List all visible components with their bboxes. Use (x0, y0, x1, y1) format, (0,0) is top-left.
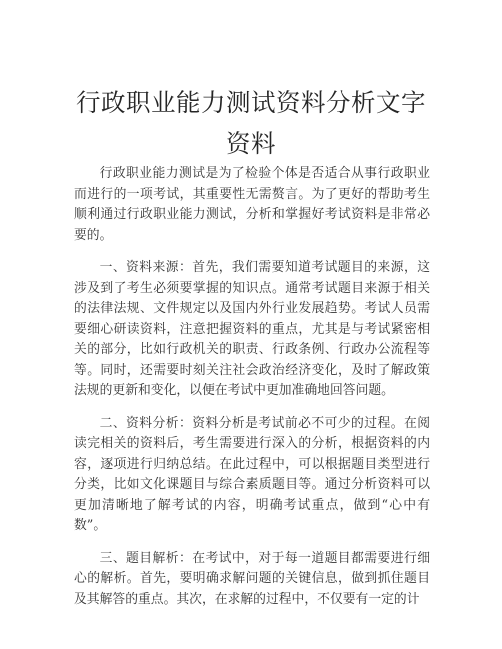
paragraph-analysis: 二、资料分析：资料分析是考试前必不可少的过程。在阅读完相关的资料后，考生需要进行深入的分析，根据资料的内容，逐项进行归纳总结。在此过程中，可以根据题目类型进行分类，比如文化课题目与综合素质题目等。通过分析资料可以更加清晰地了解考试的内容，明确考试重点，做到“心中有数”。 (74, 415, 430, 533)
document-body (74, 164, 430, 622)
paragraph-intro: 行政职业能力测试是为了检验个体是否适合从事行政职业而进行的一项考试，其重要性无需赘言。为了更好的帮助考生顺利通过行政职业能力测试，分析和掌握好考试资料是非常必要的。 (74, 166, 430, 243)
paragraph-question-analysis: 三、题目解析：在考试中，对于每一道题目都需要进行细心的解析。首先，要明确求解问题的关键信息，做到抓住题目及其解答的重点。其次，在求解的过程中，不仅要有一定的计 (74, 550, 430, 607)
document-title: 行政职业能力测试资料分析文字资料 (76, 88, 426, 158)
paragraph-source: 一、资料来源：首先，我们需要知道考试题目的来源，这涉及到了考生必须要掌握的知识点。通常考试题目来源于相关的法律法规、文件规定以及国内外行业发展趋势。考试人员需要细心研读资料，注意把握资料的重点，尤其是与考试紧密相关的部分，比如行政机关的职责、行政条例、行政办公流程等等。同时，还需要时刻关注社会政治经济变化，及时了解政策法规的更新和变化，以便在考试中更加准确地回答问题。 (74, 260, 430, 398)
